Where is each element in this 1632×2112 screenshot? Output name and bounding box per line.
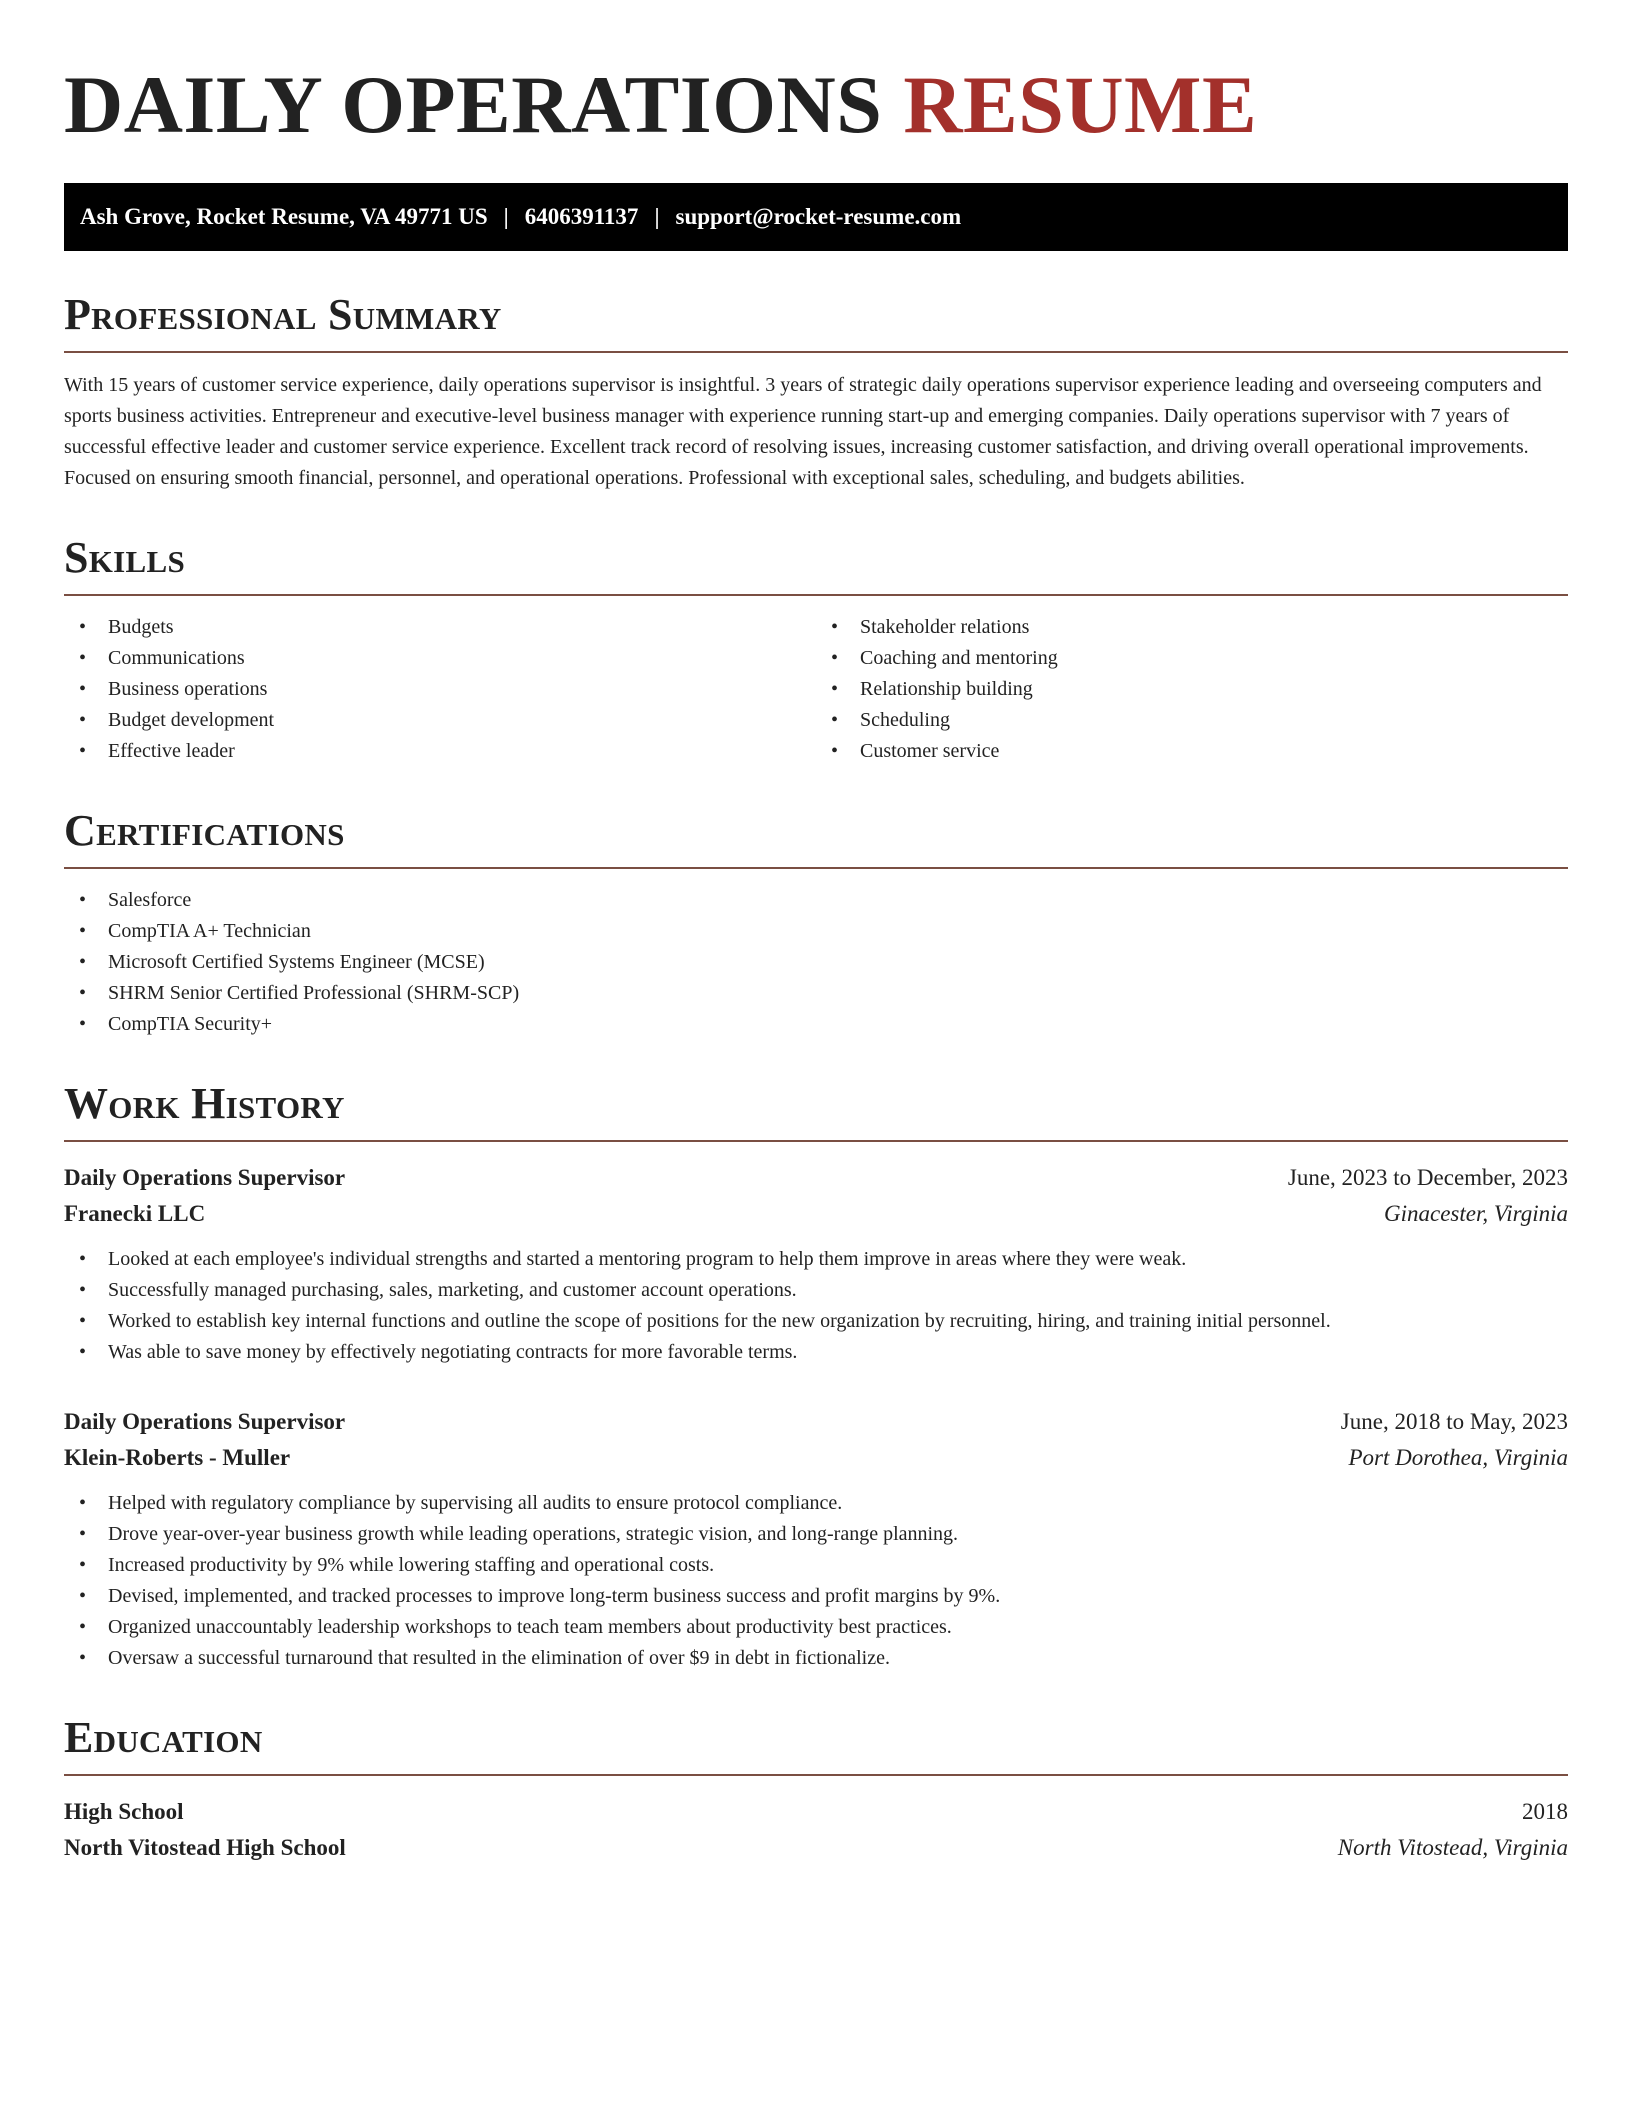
skill-item: • Customer service: [816, 736, 1568, 767]
contact-phone: 6406391137: [524, 204, 639, 229]
job-entry: [64, 1160, 1568, 1368]
skills-columns: [64, 596, 1568, 767]
education-school: North Vitostead High School: [64, 1835, 346, 1860]
job-company-row: [64, 1440, 1568, 1476]
resume-title: [64, 59, 1568, 150]
job-entry: [64, 1404, 1568, 1674]
skill-item: • Budgets: [64, 612, 816, 643]
job-header-row: [64, 1160, 1568, 1196]
job-company-row: [64, 1196, 1568, 1232]
education-location: North Vitostead, Virginia: [1337, 1835, 1568, 1860]
job-title: Daily Operations Supervisor: [64, 1409, 346, 1434]
job-bullet: • Oversaw a successful turnaround that resulted in the elimination of over $9 in debt in fictionalize.: [64, 1643, 1568, 1674]
skill-item: • Business operations: [64, 674, 816, 705]
job-bullet: • Organized unaccountably leadership workshops to teach team members about productivity best practices.: [64, 1612, 1568, 1643]
job-dates: June, 2018 to May, 2023: [1340, 1409, 1568, 1434]
summary-section: [64, 290, 1568, 494]
title-accent: RESUME: [903, 59, 1258, 150]
certification-item: • Microsoft Certified Systems Engineer (MCSE): [64, 947, 1568, 978]
contact-separator: |: [503, 204, 509, 229]
job-bullet: • Successfully managed purchasing, sales, marketing, and customer account operations.: [64, 1275, 1568, 1306]
job-location: Ginacester, Virginia: [1384, 1201, 1568, 1226]
job-company: Klein-Roberts - Muller: [64, 1445, 291, 1470]
certification-item: • CompTIA Security+: [64, 1009, 1568, 1040]
education-school-row: [64, 1830, 1568, 1866]
skills-list-left: [64, 612, 816, 767]
certification-item: • SHRM Senior Certified Professional (SHRM-SCP): [64, 978, 1568, 1009]
job-bullets: [64, 1244, 1568, 1368]
job-bullet: • Was able to save money by effectively negotiating contracts for more favorable terms.: [64, 1337, 1568, 1368]
job-bullet: • Increased productivity by 9% while lowering staffing and operational costs.: [64, 1550, 1568, 1581]
education-section: [64, 1713, 1568, 1866]
skills-heading: Skills: [64, 536, 1568, 596]
skill-item: • Effective leader: [64, 736, 816, 767]
job-location: Port Dorothea, Virginia: [1348, 1445, 1568, 1470]
title-main: DAILY OPERATIONS: [64, 59, 883, 150]
contact-address: Ash Grove, Rocket Resume, VA 49771 US: [80, 204, 488, 229]
contact-email: support@rocket-resume.com: [675, 204, 962, 229]
certifications-section: [64, 806, 1568, 1040]
job-bullets: [64, 1488, 1568, 1674]
job-bullet: • Drove year-over-year business growth while leading operations, strategic vision, and long-range planning.: [64, 1519, 1568, 1550]
skill-item: • Communications: [64, 643, 816, 674]
work-history-section: [64, 1079, 1568, 1674]
skills-list-right: [816, 612, 1568, 767]
education-year: 2018: [1522, 1799, 1568, 1824]
skill-item: • Coaching and mentoring: [816, 643, 1568, 674]
contact-bar: [64, 183, 1568, 251]
certifications-list: [64, 885, 1568, 1040]
contact-separator: |: [654, 204, 660, 229]
job-header-row: [64, 1404, 1568, 1440]
job-title: Daily Operations Supervisor: [64, 1165, 346, 1190]
job-bullet: • Worked to establish key internal functions and outline the scope of positions for the new organization by recruiting, hiring, and training initial personnel.: [64, 1306, 1568, 1337]
skill-item: • Stakeholder relations: [816, 612, 1568, 643]
job-bullet: • Devised, implemented, and tracked processes to improve long-term business success and profit margins by 9%.: [64, 1581, 1568, 1612]
education-entry: [64, 1794, 1568, 1866]
education-degree: High School: [64, 1799, 184, 1824]
skill-item: • Budget development: [64, 705, 816, 736]
job-bullet: • Helped with regulatory compliance by supervising all audits to ensure protocol compliance.: [64, 1488, 1568, 1519]
certifications-heading: Certifications: [64, 809, 1568, 869]
certification-item: • Salesforce: [64, 885, 1568, 916]
work-history-heading: Work History: [64, 1082, 1568, 1142]
summary-text: With 15 years of customer service experience, daily operations supervisor is insightful. 3 years of strategic daily operations supervisor experience leading and overseeing computers and sports business activities. Entrepreneur and executive-level business manager with experience running start-up and emerging companies. Daily operations supervisor with 7 years of successful effective leader and customer service experience. Excellent track record of resolving issues, increasing customer satisfaction, and driving overall operational improvements. Focused on ensuring smooth financial, personnel, and operational operations. Professional with exceptional sales, scheduling, and budgets abilities.: [64, 374, 1542, 489]
skill-item: • Scheduling: [816, 705, 1568, 736]
certification-item: • CompTIA A+ Technician: [64, 916, 1568, 947]
job-company: Franecki LLC: [64, 1201, 206, 1226]
skills-section: [64, 533, 1568, 767]
education-degree-row: [64, 1794, 1568, 1830]
job-bullet: • Looked at each employee's individual strengths and started a mentoring program to help them improve in areas where they were weak.: [64, 1244, 1568, 1275]
education-heading: Education: [64, 1716, 1568, 1776]
summary-heading: Professional Summary: [64, 293, 1568, 353]
skill-item: • Relationship building: [816, 674, 1568, 705]
job-dates: June, 2023 to December, 2023: [1287, 1165, 1568, 1190]
